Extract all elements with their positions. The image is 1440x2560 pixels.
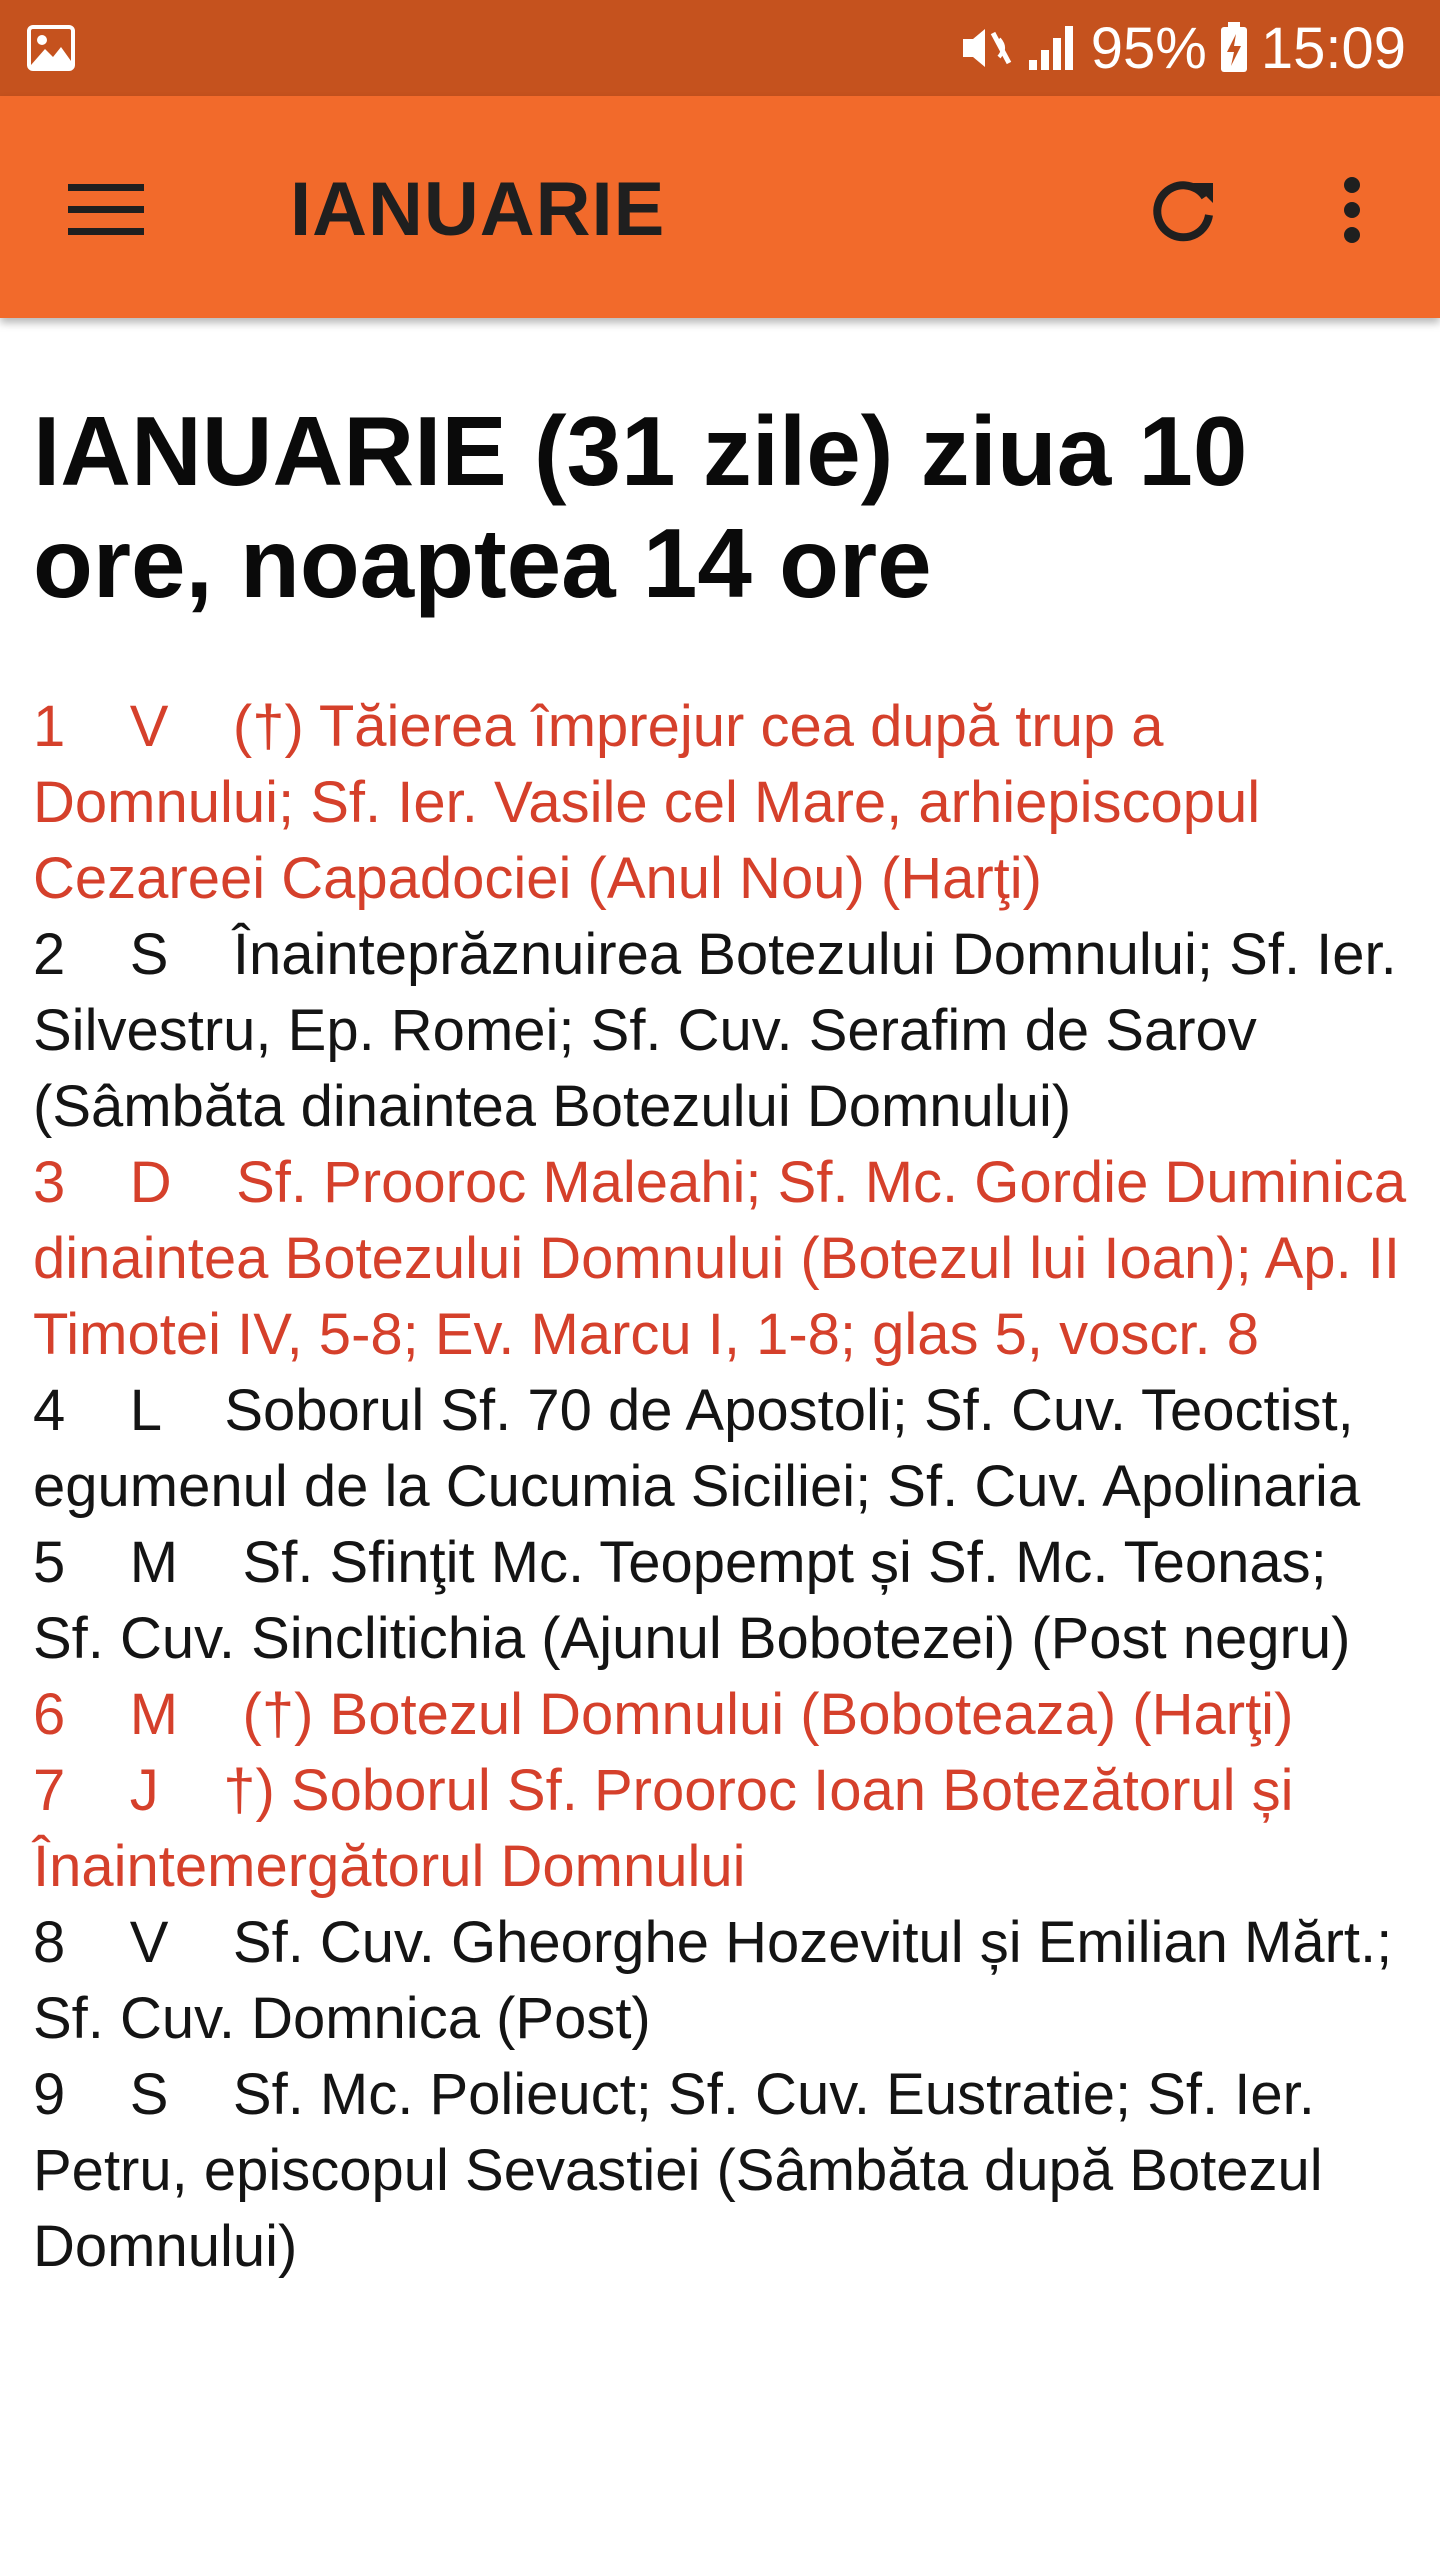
entry-day: 9 (33, 2062, 66, 2127)
entry-weekday: V (129, 1910, 169, 1975)
calendar-entry (33, 2057, 1413, 2285)
calendar-entry (33, 1525, 1413, 1677)
entry-day: 2 (33, 922, 66, 987)
more-options-button[interactable] (1302, 160, 1402, 260)
calendar-entry (33, 1753, 1413, 1905)
mute-icon (959, 23, 1015, 73)
image-icon (27, 25, 75, 71)
entry-day: 3 (33, 1150, 66, 1215)
battery-percent: 95% (1090, 15, 1207, 81)
entry-weekday: J (129, 1758, 159, 1823)
entry-weekday: M (129, 1530, 179, 1595)
refresh-button[interactable] (1134, 160, 1234, 260)
entry-day: 7 (33, 1758, 66, 1823)
refresh-icon (1149, 175, 1219, 245)
entry-weekday: V (129, 694, 169, 759)
entry-text: (†) Tăierea împrejur cea după trup a Domnului; Sf. Ier. Vasile cel Mare, arhiepiscopul Cezareei Capadociei (Anul Nou) (Harţi) (33, 694, 1277, 911)
calendar-entry (33, 1145, 1423, 1373)
clock: 15:09 (1260, 15, 1406, 81)
entry-weekday: S (129, 922, 169, 987)
calendar-entry (33, 1373, 1413, 1525)
more-vert-icon (1342, 175, 1362, 245)
entry-day: 8 (33, 1910, 66, 1975)
entry-day: 4 (33, 1378, 66, 1443)
entry-day: 1 (33, 694, 66, 759)
status-bar (0, 0, 1440, 96)
menu-icon (68, 182, 144, 238)
menu-button[interactable] (56, 160, 156, 260)
entry-weekday: D (129, 1150, 172, 1215)
entry-text: Sf. Sfinţit Mc. Teopempt și Sf. Mc. Teonas; Sf. Cuv. Sinclitichia (Ajunul Bobotezei) (Post negru) (33, 1530, 1351, 1671)
entry-text: (†) Botezul Domnului (Boboteaza) (Harţi) (242, 1682, 1294, 1747)
entry-text: Sf. Prooroc Maleahi; Sf. Mc. Gordie Duminica dinaintea Botezului Domnului (Botezul lui Ioan); Ap. II Timotei IV, 5-8; Ev. Marcu I, 1-8; glas 5, voscr. 8 (33, 1150, 1423, 1367)
calendar-entries (33, 689, 1423, 2285)
calendar-entry (33, 1905, 1413, 2057)
month-content (33, 395, 1423, 2285)
entry-day: 6 (33, 1682, 66, 1747)
entry-text: Sf. Cuv. Gheorghe Hozevitul și Emilian Mărt.; Sf. Cuv. Domnica (Post) (33, 1910, 1409, 2051)
battery-charging-icon (1219, 22, 1249, 74)
entry-weekday: M (129, 1682, 179, 1747)
entry-day: 5 (33, 1530, 66, 1595)
month-heading: IANUARIE (31 zile) ziua 10 ore, noaptea 14 ore (33, 396, 1248, 618)
signal-icon (1027, 24, 1079, 72)
calendar-entry (33, 917, 1413, 1145)
entry-weekday: S (129, 2062, 169, 2127)
app-title: IANUARIE (290, 167, 666, 252)
entry-text: †) Soborul Sf. Prooroc Ioan Botezătorul și Înaintemergătorul Domnului (33, 1758, 1310, 1899)
status-icons (959, 0, 1406, 96)
entry-text: Înainteprăznuirea Botezului Domnului; Sf. Ier. Silvestru, Ep. Romei; Sf. Cuv. Serafim de Sarov (Sâmbăta dinaintea Botezului Domnului) (33, 922, 1413, 1139)
app-bar (0, 96, 1440, 318)
calendar-entry (33, 1677, 1413, 1753)
entry-weekday: L (129, 1378, 160, 1443)
entry-text: Sf. Mc. Polieuct; Sf. Cuv. Eustratie; Sf. Ier. Petru, episcopul Sevastiei (Sâmbăta după Botezul Domnului) (33, 2062, 1339, 2279)
entry-text: Soborul Sf. 70 de Apostoli; Sf. Cuv. Teoctist, egumenul de la Cucumia Siciliei; Sf. Cuv. Apolinaria (33, 1378, 1370, 1519)
calendar-entry (33, 689, 1413, 917)
